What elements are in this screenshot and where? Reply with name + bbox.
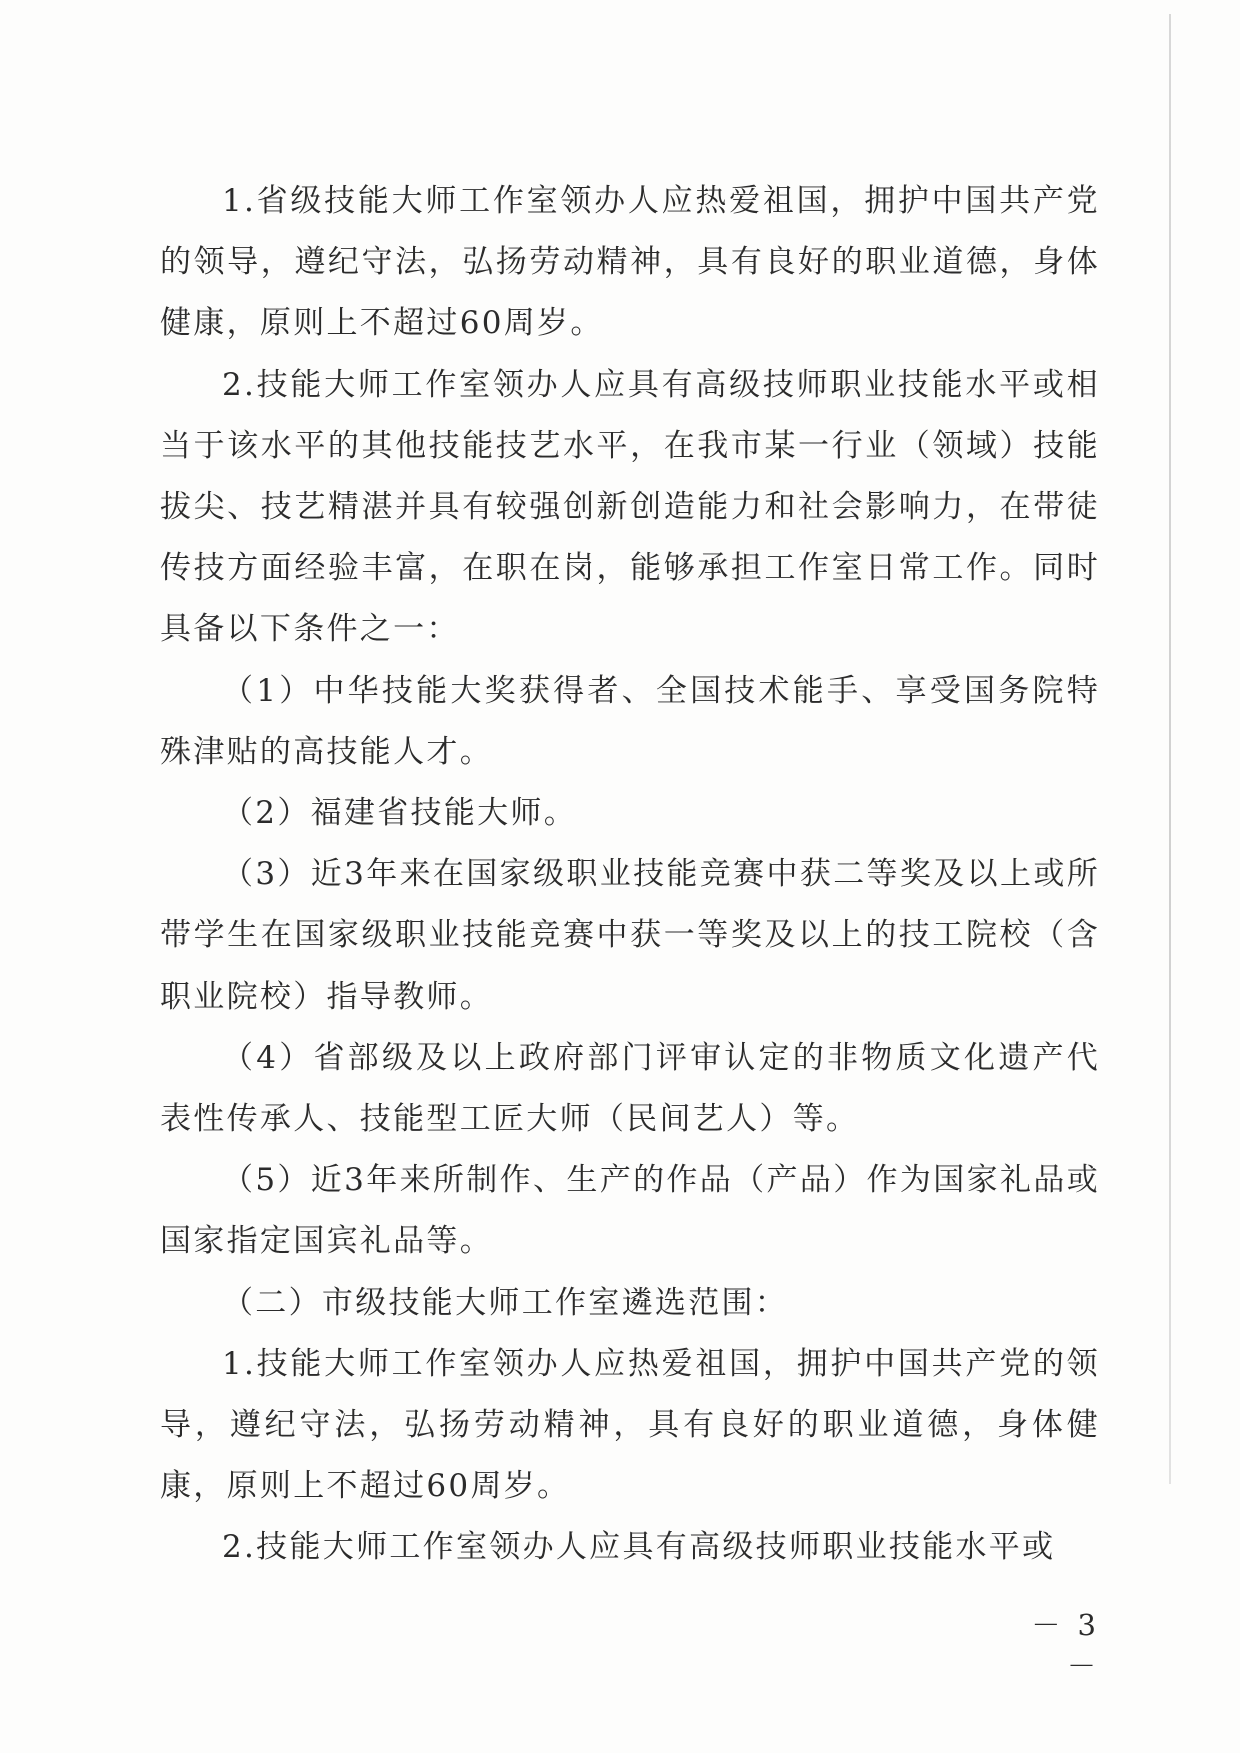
paragraph-1: 1.省级技能大师工作室领办人应热爱祖国，拥护中国共产党的领导，遵纪守法，弘扬劳动精神，具有良好的职业道德，身体健康，原则上不超过60周岁。 bbox=[160, 183, 1100, 342]
paragraph-10: 2.技能大师工作室领办人应具有高级技师职业技能水平或 bbox=[222, 1529, 1056, 1566]
document-body bbox=[160, 171, 1100, 1579]
paragraph-9: 1.技能大师工作室领办人应热爱祖国，拥护中国共产党的领导，遵纪守法，弘扬劳动精神，具有良好的职业道德，身体健康，原则上不超过60周岁。 bbox=[160, 1345, 1100, 1505]
scan-edge-line bbox=[1169, 14, 1171, 1484]
paragraph-6: （4）省部级及以上政府部门评审认定的非物质文化遗产代表性传承人、技能型工匠大师（民间艺人）等。 bbox=[160, 1039, 1100, 1138]
paragraph-3: （1）中华技能大奖获得者、全国技术能手、享受国务院特殊津贴的高技能人才。 bbox=[160, 672, 1100, 770]
page-number: － 3 － bbox=[1031, 1608, 1100, 1683]
paragraph-7: （5）近3年来所制作、生产的作品（产品）作为国家礼品或国家指定国宾礼品等。 bbox=[160, 1162, 1100, 1260]
paragraph-4: （2）福建省技能大师。 bbox=[222, 795, 578, 832]
section-heading: （二）市级技能大师工作室遴选范围： bbox=[222, 1284, 789, 1321]
paragraph-5: （3）近3年来在国家级职业技能竞赛中获二等奖及以上或所带学生在国家级职业技能竞赛中获一等奖及以上的技工院校（含职业院校）指导教师。 bbox=[160, 856, 1100, 1015]
paragraph-2: 2.技能大师工作室领办人应具有高级技师职业技能水平或相当于该水平的其他技能技艺水平，在我市某一行业（领域）技能拔尖、技艺精湛并具有较强创新创造能力和社会影响力，在带徒传技方面经验丰富，在职在岗，能够承担工作室日常工作。同时具备以下条件之一： bbox=[160, 366, 1100, 648]
